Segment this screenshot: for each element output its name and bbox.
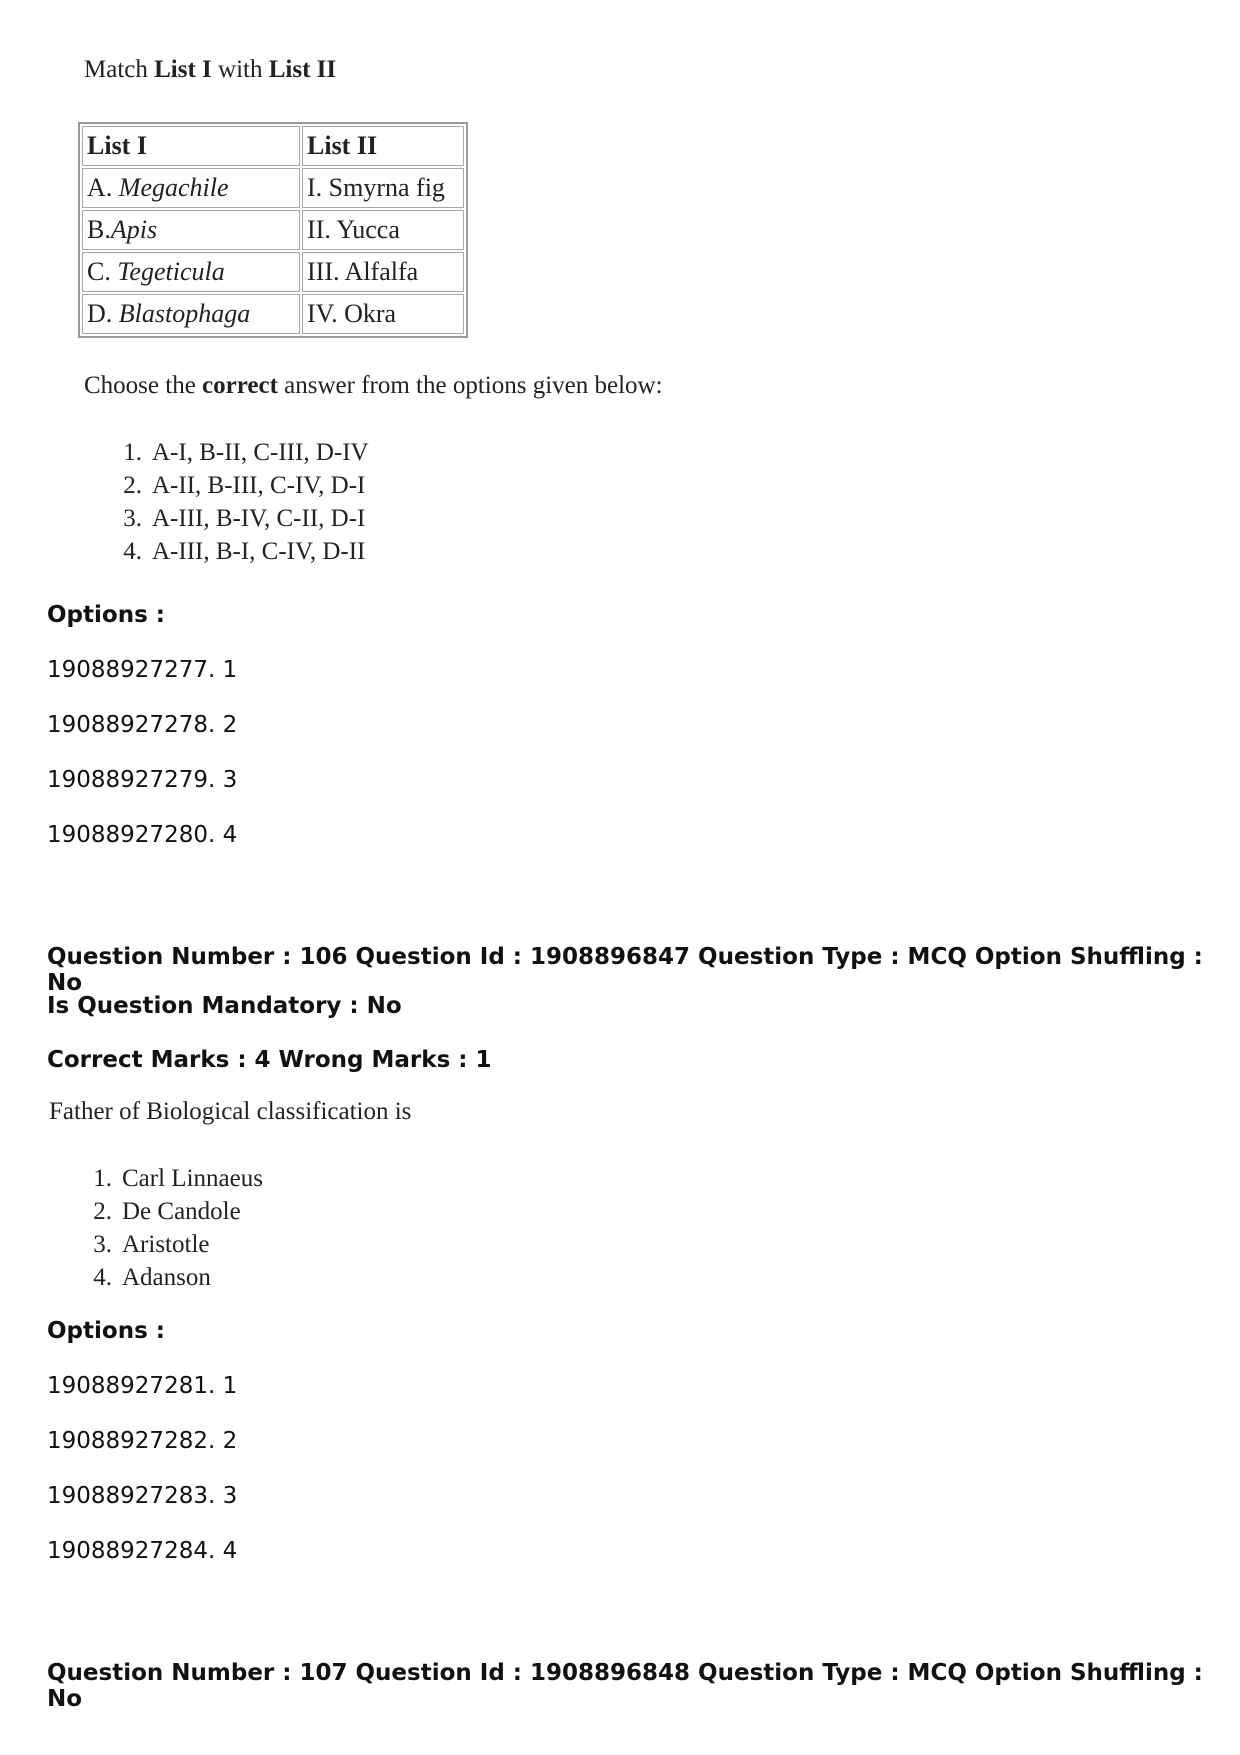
list1-cell: C. Tegeticula <box>82 252 300 292</box>
choose-instruction: Choose the correct answer from the options given below: <box>84 372 663 399</box>
answer-choice: 2. De Candole <box>93 1197 241 1225</box>
heading-text: with <box>211 56 269 83</box>
question-text: Father of Biological classification is <box>49 1098 412 1125</box>
option-item: 19088927283. 3 <box>47 1483 238 1509</box>
list1-cell: D. Blastophaga <box>82 294 300 334</box>
options-label: Options : <box>47 1318 165 1344</box>
list1-cell: A. Megachile <box>82 168 300 208</box>
table-header-list1: List I <box>82 126 300 166</box>
option-item: 19088927280. 4 <box>47 822 238 848</box>
table-row <box>82 294 464 334</box>
table-header-list2: List II <box>302 126 464 166</box>
option-item: 19088927278. 2 <box>47 712 238 738</box>
list1-cell: B.Apis <box>82 210 300 250</box>
table-row <box>82 210 464 250</box>
answer-choice: 1. A-I, B-II, C-III, D-IV <box>123 438 369 466</box>
table-row <box>82 252 464 292</box>
option-item: 19088927282. 2 <box>47 1428 238 1454</box>
table-header-row <box>82 126 464 166</box>
answer-choice-list <box>80 1162 263 1294</box>
question-header: Question Number : 107 Question Id : 1908896848 Question Type : MCQ Option Shuffling : No <box>47 1660 1203 1712</box>
answer-choice: 2. A-II, B-III, C-IV, D-I <box>123 471 366 499</box>
question-header: Question Number : 106 Question Id : 1908896847 Question Type : MCQ Option Shuffling : No <box>47 944 1203 996</box>
heading-list2: List II <box>268 56 337 83</box>
answer-choice: 1. Carl Linnaeus <box>93 1164 263 1192</box>
options-label: Options : <box>47 602 165 628</box>
heading-text: Match <box>84 56 155 83</box>
table-row <box>82 168 464 208</box>
heading-list1: List I <box>154 56 212 83</box>
option-item: 19088927281. 1 <box>47 1373 238 1399</box>
answer-choice: 3. Aristotle <box>93 1230 210 1258</box>
option-item: 19088927284. 4 <box>47 1538 238 1564</box>
answer-choice: 4. Adanson <box>93 1263 211 1291</box>
answer-choice: 4. A-III, B-I, C-IV, D-II <box>123 537 366 565</box>
marks-line: Correct Marks : 4 Wrong Marks : 1 <box>47 1047 492 1073</box>
mandatory-line: Is Question Mandatory : No <box>47 993 402 1019</box>
answer-choice: 3. A-III, B-IV, C-II, D-I <box>123 504 366 532</box>
list2-cell: IV. Okra <box>302 294 464 334</box>
list2-cell: I. Smyrna fig <box>302 168 464 208</box>
option-item: 19088927277. 1 <box>47 657 238 683</box>
option-item: 19088927279. 3 <box>47 767 238 793</box>
list2-cell: III. Alfalfa <box>302 252 464 292</box>
match-table <box>78 122 468 338</box>
answer-choice-list <box>110 436 369 568</box>
list2-cell: II. Yucca <box>302 210 464 250</box>
question-105-heading <box>84 56 336 84</box>
